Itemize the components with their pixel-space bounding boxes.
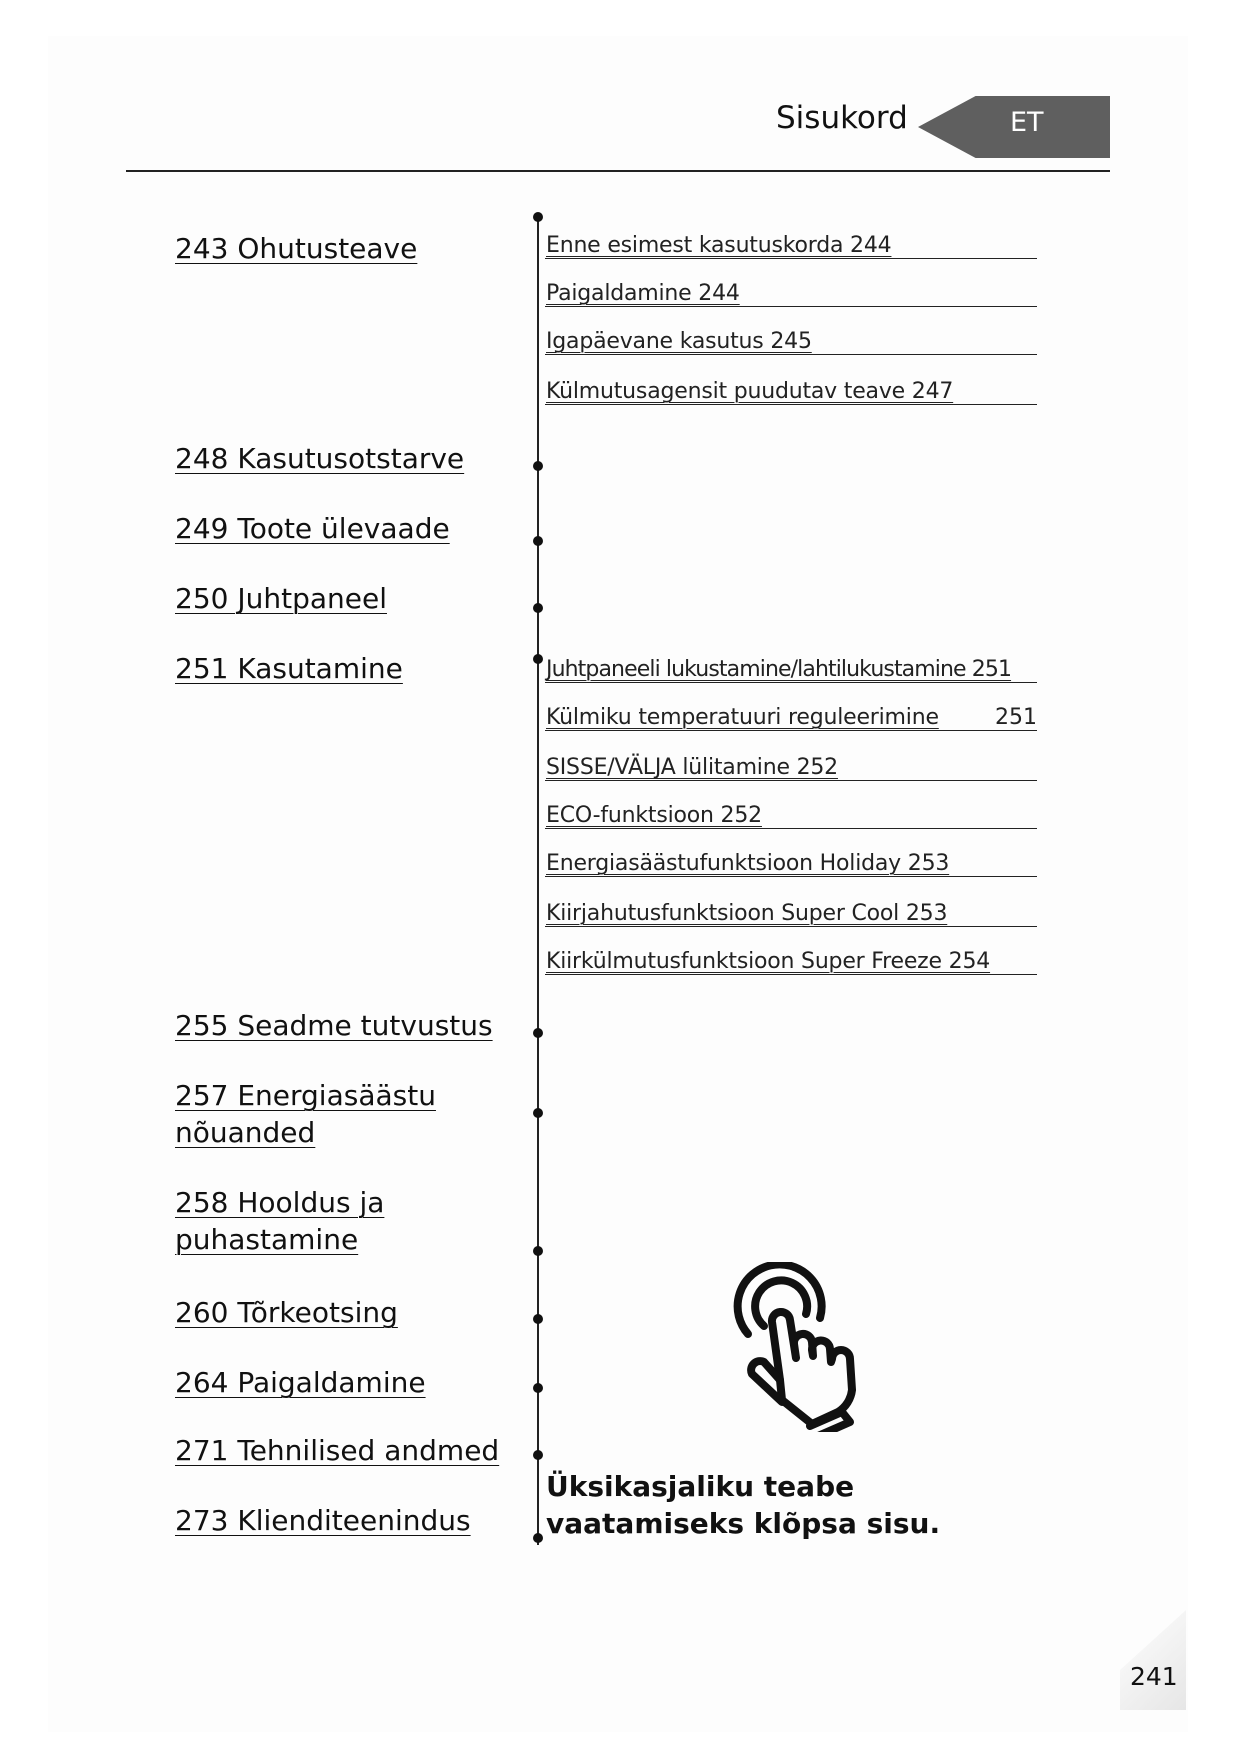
timeline-dot <box>533 536 543 546</box>
toc-section-product-overview[interactable]: 249 Toote ülevaade <box>175 512 450 545</box>
toc-section-safety[interactable]: 243 Ohutusteave <box>175 232 418 265</box>
subsection-label: Kiirkülmutusfunktsioon Super Freeze 254 <box>546 949 991 974</box>
timeline-dot <box>533 1314 543 1324</box>
toc-section-intended-use[interactable]: 248 Kasutusotstarve <box>175 442 465 475</box>
timeline-dot <box>533 461 543 471</box>
timeline-dot <box>533 1383 543 1393</box>
page-title: Sisukord <box>776 100 908 136</box>
timeline-dot <box>533 654 543 664</box>
timeline-dot <box>533 212 543 222</box>
toc-subsection-link[interactable] <box>545 368 1037 405</box>
subsection-label: Külmiku temperatuuri reguleerimine <box>546 705 939 730</box>
toc-section-customer-service[interactable]: 273 Klienditeenindus <box>175 1504 471 1537</box>
subsection-label: Paigaldamine 244 <box>546 281 740 306</box>
toc-subsection-link[interactable] <box>545 792 1037 829</box>
toc-section-energy-tips[interactable]: 257 Energiasäästu nõuanded <box>175 1079 436 1149</box>
toc-section-control-panel[interactable]: 250 Juhtpaneel <box>175 582 387 615</box>
toc-subsection-link[interactable] <box>545 646 1037 683</box>
subsection-label: Energiasäästufunktsioon Holiday 253 <box>546 851 950 876</box>
subsection-label: Külmutusagensit puudutav teave 247 <box>546 379 954 404</box>
subsection-label: Igapäevane kasutus 245 <box>546 329 812 354</box>
toc-subsection-link[interactable] <box>545 840 1037 877</box>
toc-section-installation[interactable]: 264 Paigaldamine <box>175 1366 426 1399</box>
toc-section-technical-data[interactable]: 271 Tehnilised andmed <box>175 1434 500 1467</box>
toc-subsection-link[interactable] <box>545 270 1037 307</box>
hand-tap-icon <box>720 1262 870 1432</box>
toc-subsection-link[interactable] <box>545 938 1037 975</box>
timeline-dot <box>533 603 543 613</box>
toc-subsection-link[interactable] <box>545 318 1037 355</box>
toc-subsection-link[interactable] <box>545 694 1037 731</box>
toc-timeline <box>537 215 539 1545</box>
timeline-dot <box>533 1108 543 1118</box>
subsection-label: Juhtpaneeli lukustamine/lahtilukustamine 251 <box>546 657 1012 682</box>
timeline-dot <box>533 1533 543 1543</box>
timeline-dot <box>533 1028 543 1038</box>
call-to-action-text: Üksikasjaliku teabe vaatamiseks klõpsa sisu. <box>546 1470 941 1540</box>
toc-section-appliance-intro[interactable]: 255 Seadme tutvustus <box>175 1009 493 1042</box>
toc-section-usage[interactable]: 251 Kasutamine <box>175 652 403 685</box>
timeline-dot <box>533 1246 543 1256</box>
toc-subsection-link[interactable] <box>545 222 1037 259</box>
language-label: ET <box>1010 107 1044 138</box>
subsection-label: SISSE/VÄLJA lülitamine 252 <box>546 755 838 780</box>
toc-subsection-link[interactable] <box>545 890 1037 927</box>
subsection-page: 251 <box>995 705 1037 730</box>
toc-section-care-cleaning[interactable]: 258 Hooldus ja puhastamine <box>175 1186 385 1256</box>
toc-section-troubleshooting[interactable]: 260 Tõrkeotsing <box>175 1296 398 1329</box>
timeline-dot <box>533 1450 543 1460</box>
page-number: 241 <box>1130 1662 1178 1691</box>
subsection-label: Kiirjahutusfunktsioon Super Cool 253 <box>546 901 948 926</box>
subsection-label: ECO-funktsioon 252 <box>546 803 762 828</box>
header-divider <box>126 170 1110 172</box>
subsection-label: Enne esimest kasutuskorda 244 <box>546 233 892 258</box>
toc-subsection-link[interactable] <box>545 744 1037 781</box>
